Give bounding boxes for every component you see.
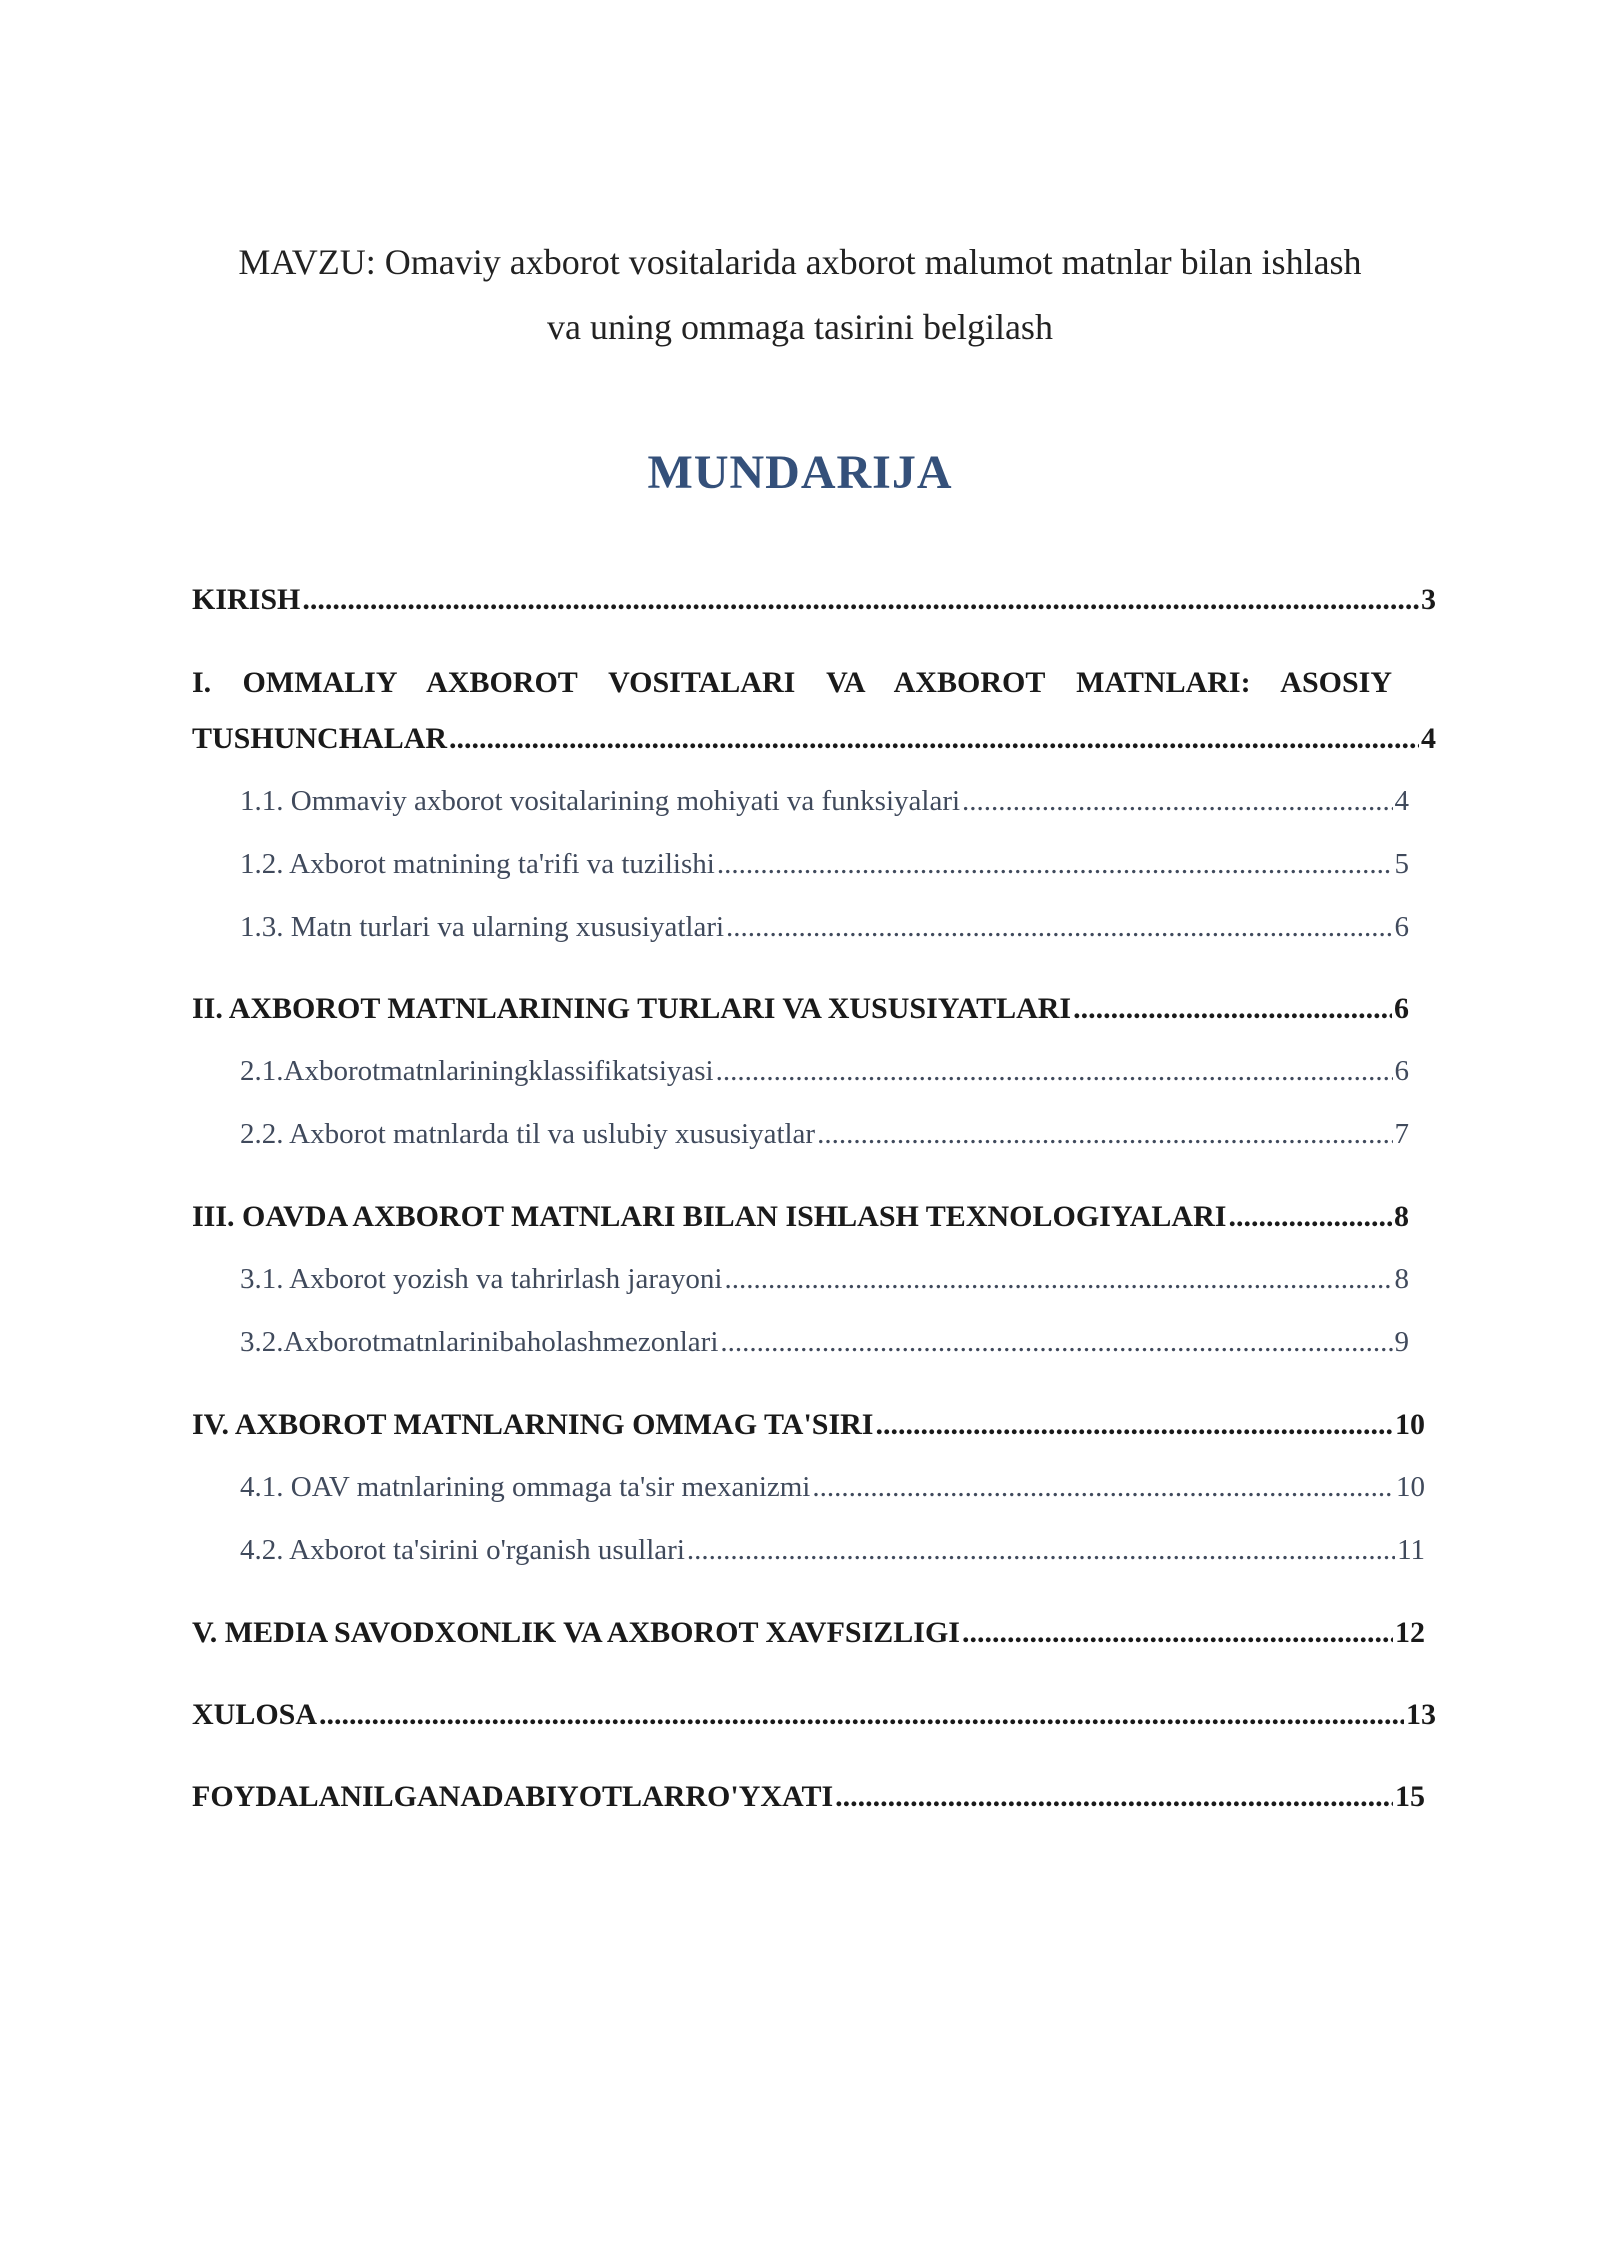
toc-entry-label: 1.2. Axborot matnining ta'rifi va tuzilishi xyxy=(240,848,715,880)
toc-leader-dots xyxy=(687,1534,1395,1567)
toc-entry-label: IV. AXBOROT MATNLARNING OMMAG TA'SIRI xyxy=(192,1408,874,1441)
toc-leader-dots xyxy=(812,1471,1394,1504)
toc-entry-section-1-1[interactable] xyxy=(240,785,1409,818)
toc-entry-label: III. OAVDA AXBOROT MATNLARI BILAN ISHLASH TEXNOLOGIYALARI xyxy=(192,1200,1227,1233)
toc-leader-dots xyxy=(716,1055,1393,1088)
toc-page-number: 6 xyxy=(1394,992,1409,1025)
toc-page-number: 12 xyxy=(1395,1616,1425,1649)
topic-line-2: va uning ommaga tasirini belgilash xyxy=(547,307,1053,347)
toc-leader-dots xyxy=(1073,992,1392,1026)
toc-leader-dots xyxy=(319,1698,1404,1732)
toc-entry-label: 4.2. Axborot ta'sirini o'rganish usullari xyxy=(240,1534,685,1566)
toc-page-number: 4 xyxy=(1394,785,1409,817)
topic-line-1: MAVZU: Omaviy axborot vositalarida axborot malumot matnlar bilan ishlash xyxy=(238,242,1362,282)
toc-entry-label: XULOSA xyxy=(192,1698,318,1731)
toc-leader-dots xyxy=(962,785,1392,818)
toc-page-number: 7 xyxy=(1394,1118,1409,1150)
toc-entry-label: 1.1. Ommaviy axborot vositalarining mohiyati va funksiyalari xyxy=(240,785,961,817)
toc-entry-section-1-2[interactable] xyxy=(240,848,1409,881)
toc-page-number: 6 xyxy=(1394,911,1409,943)
toc-entry-label: 3.2.Axborotmatnlarinibaholashmezonlari xyxy=(240,1326,719,1358)
toc-page-number: 8 xyxy=(1394,1263,1409,1295)
toc-entry-chapter-2[interactable] xyxy=(192,992,1409,1026)
toc-entry-chapter-5[interactable] xyxy=(192,1616,1425,1650)
toc-entry-chapter-1-line-1[interactable]: I. OMMALIY AXBOROT VOSITALARI VA AXBOROT MATNLARI: ASOSIY xyxy=(192,666,1392,699)
toc-entry-chapter-3[interactable] xyxy=(192,1200,1409,1234)
toc-leader-dots xyxy=(720,1326,1392,1359)
toc-page-number: 3 xyxy=(1421,583,1436,616)
toc-leader-dots xyxy=(962,1616,1393,1650)
toc-entry-xulosa[interactable] xyxy=(192,1698,1436,1732)
toc-entry-label: 2.1.Axborotmatnlariningklassifikatsiyasi xyxy=(240,1055,714,1087)
toc-entry-section-3-1[interactable] xyxy=(240,1263,1409,1296)
toc-entry-section-2-2[interactable] xyxy=(240,1118,1409,1151)
toc-entry-section-4-1[interactable] xyxy=(240,1471,1425,1504)
toc-leader-dots xyxy=(875,1408,1393,1442)
toc-entry-chapter-4[interactable] xyxy=(192,1408,1425,1442)
toc-page-number: 9 xyxy=(1394,1326,1409,1358)
toc-page-number: 10 xyxy=(1395,1408,1425,1441)
toc-leader-dots xyxy=(835,1780,1393,1814)
toc-page-number: 6 xyxy=(1394,1055,1409,1087)
topic-heading xyxy=(160,230,1440,360)
toc-page-number: 13 xyxy=(1406,1698,1436,1731)
toc-entry-chapter-1[interactable] xyxy=(192,722,1436,756)
toc-page-number: 10 xyxy=(1396,1471,1425,1503)
toc-page-number: 8 xyxy=(1394,1200,1409,1233)
toc-entry-section-2-1[interactable] xyxy=(240,1055,1409,1088)
toc-title: MUNDARIJA xyxy=(647,446,953,499)
toc-entry-label: V. MEDIA SAVODXONLIK VA AXBOROT XAVFSIZLIGI xyxy=(192,1616,960,1649)
toc-page-number: 15 xyxy=(1395,1780,1425,1813)
toc-leader-dots xyxy=(726,911,1392,944)
toc-leader-dots xyxy=(1228,1200,1392,1234)
toc-page-number: 11 xyxy=(1397,1534,1425,1566)
toc-entry-label: TUSHUNCHALAR xyxy=(192,722,448,755)
toc-leader-dots xyxy=(817,1118,1392,1151)
toc-page-number: 5 xyxy=(1394,848,1409,880)
toc-entry-references[interactable] xyxy=(192,1780,1425,1814)
toc-leader-dots xyxy=(449,722,1419,756)
toc-entry-section-1-3[interactable] xyxy=(240,911,1409,944)
toc-page-number: 4 xyxy=(1421,722,1436,755)
toc-entry-label: FOYDALANILGANADABIYOTLARRO'YXATI xyxy=(192,1780,834,1813)
toc-leader-dots xyxy=(717,848,1393,881)
toc-entry-label: 1.3. Matn turlari va ularning xususiyatlari xyxy=(240,911,725,943)
toc-entry-label: 4.1. OAV matnlarining ommaga ta'sir mexanizmi xyxy=(240,1471,811,1503)
toc-entry-label: KIRISH xyxy=(192,583,301,616)
toc-entry-label: 3.1. Axborot yozish va tahrirlash jarayoni xyxy=(240,1263,723,1295)
toc-entry-kirish[interactable] xyxy=(192,583,1436,617)
toc-leader-dots xyxy=(724,1263,1392,1296)
toc-entry-section-4-2[interactable] xyxy=(240,1534,1425,1567)
toc-entry-section-3-2[interactable] xyxy=(240,1326,1409,1359)
toc-leader-dots xyxy=(302,583,1419,617)
toc-entry-label: II. AXBOROT MATNLARINING TURLARI VA XUSUSIYATLARI xyxy=(192,992,1072,1025)
toc-entry-label: 2.2. Axborot matnlarda til va uslubiy xususiyatlar xyxy=(240,1118,816,1150)
